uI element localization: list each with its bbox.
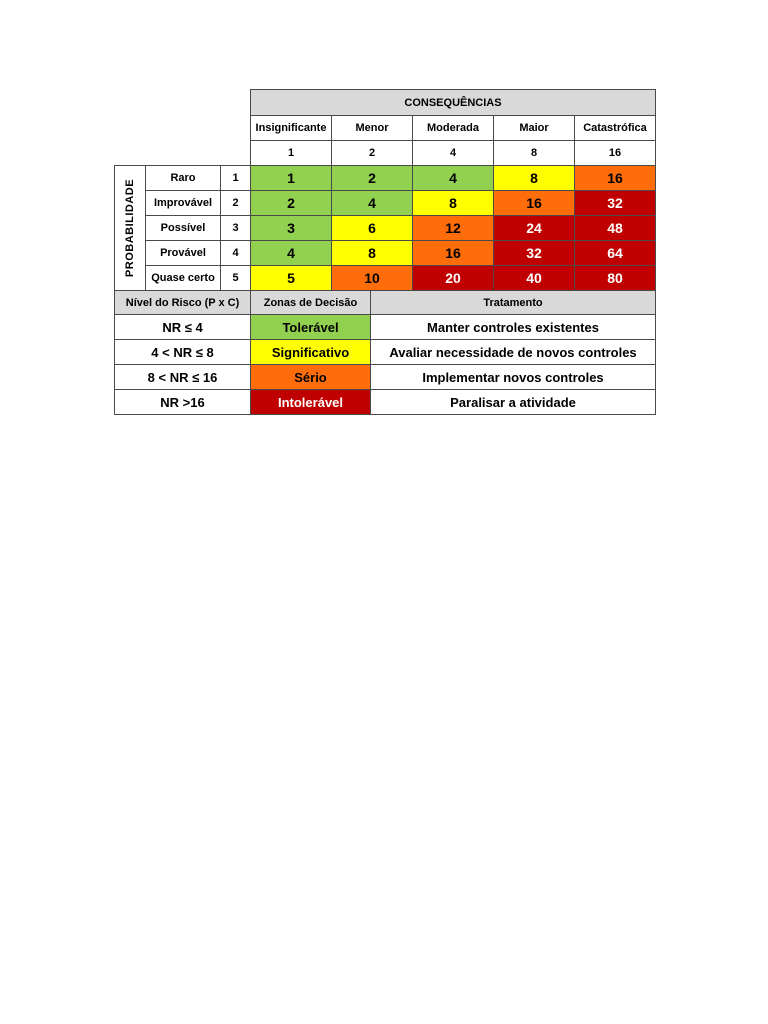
matrix-cell: 32	[574, 190, 656, 216]
column-header-maior: Maior	[493, 115, 575, 141]
legend-zone: Intolerável	[250, 389, 371, 415]
matrix-cell: 2	[250, 190, 332, 216]
row-weight: 3	[220, 215, 251, 241]
column-header-moderada: Moderada	[412, 115, 494, 141]
legend-level: 8 < NR ≤ 16	[114, 364, 251, 390]
legend-zone: Tolerável	[250, 314, 371, 340]
legend-treatment: Avaliar necessidade de novos controles	[370, 339, 656, 365]
matrix-cell: 4	[412, 165, 494, 191]
legend-header-level: Nível do Risco (P x C)	[114, 290, 251, 315]
row-weight: 2	[220, 190, 251, 216]
probability-title	[114, 165, 146, 291]
matrix-cell: 16	[493, 190, 575, 216]
matrix-cell: 4	[250, 240, 332, 266]
matrix-cell: 20	[412, 265, 494, 291]
row-label-improvavel: Improvável	[145, 190, 221, 216]
probability-title-text: PROBABILIDADE	[124, 178, 137, 278]
matrix-cell: 48	[574, 215, 656, 241]
matrix-cell: 40	[493, 265, 575, 291]
matrix-cell: 80	[574, 265, 656, 291]
matrix-cell: 6	[331, 215, 413, 241]
matrix-cell: 8	[412, 190, 494, 216]
matrix-cell: 2	[331, 165, 413, 191]
matrix-cell: 64	[574, 240, 656, 266]
column-weight: 4	[412, 140, 494, 166]
row-label-quase-certo: Quase certo	[145, 265, 221, 291]
matrix-cell: 8	[493, 165, 575, 191]
row-label-raro: Raro	[145, 165, 221, 191]
consequences-title: CONSEQUÊNCIAS	[250, 89, 656, 116]
column-header-insignificante: Insignificante	[250, 115, 332, 141]
row-weight: 1	[220, 165, 251, 191]
column-header-menor: Menor	[331, 115, 413, 141]
row-weight: 5	[220, 265, 251, 291]
legend-header-zones: Zonas de Decisão	[250, 290, 371, 315]
column-weight: 8	[493, 140, 575, 166]
matrix-cell: 12	[412, 215, 494, 241]
matrix-cell: 10	[331, 265, 413, 291]
row-label-possivel: Possível	[145, 215, 221, 241]
legend-level: NR ≤ 4	[114, 314, 251, 340]
matrix-cell: 1	[250, 165, 332, 191]
column-weight: 1	[250, 140, 332, 166]
legend-zone: Sério	[250, 364, 371, 390]
matrix-cell: 32	[493, 240, 575, 266]
legend-treatment: Manter controles existentes	[370, 314, 656, 340]
legend-level: NR >16	[114, 389, 251, 415]
row-weight: 4	[220, 240, 251, 266]
matrix-cell: 3	[250, 215, 332, 241]
matrix-cell: 8	[331, 240, 413, 266]
matrix-cell: 4	[331, 190, 413, 216]
column-weight: 16	[574, 140, 656, 166]
legend-zone: Significativo	[250, 339, 371, 365]
matrix-cell: 16	[574, 165, 656, 191]
row-label-provavel: Provável	[145, 240, 221, 266]
column-weight: 2	[331, 140, 413, 166]
column-header-catastrofica: Catastrófica	[574, 115, 656, 141]
matrix-cell: 24	[493, 215, 575, 241]
matrix-cell: 5	[250, 265, 332, 291]
legend-treatment: Paralisar a atividade	[370, 389, 656, 415]
legend-treatment: Implementar novos controles	[370, 364, 656, 390]
legend-level: 4 < NR ≤ 8	[114, 339, 251, 365]
matrix-cell: 16	[412, 240, 494, 266]
legend-header-treatment: Tratamento	[370, 290, 656, 315]
